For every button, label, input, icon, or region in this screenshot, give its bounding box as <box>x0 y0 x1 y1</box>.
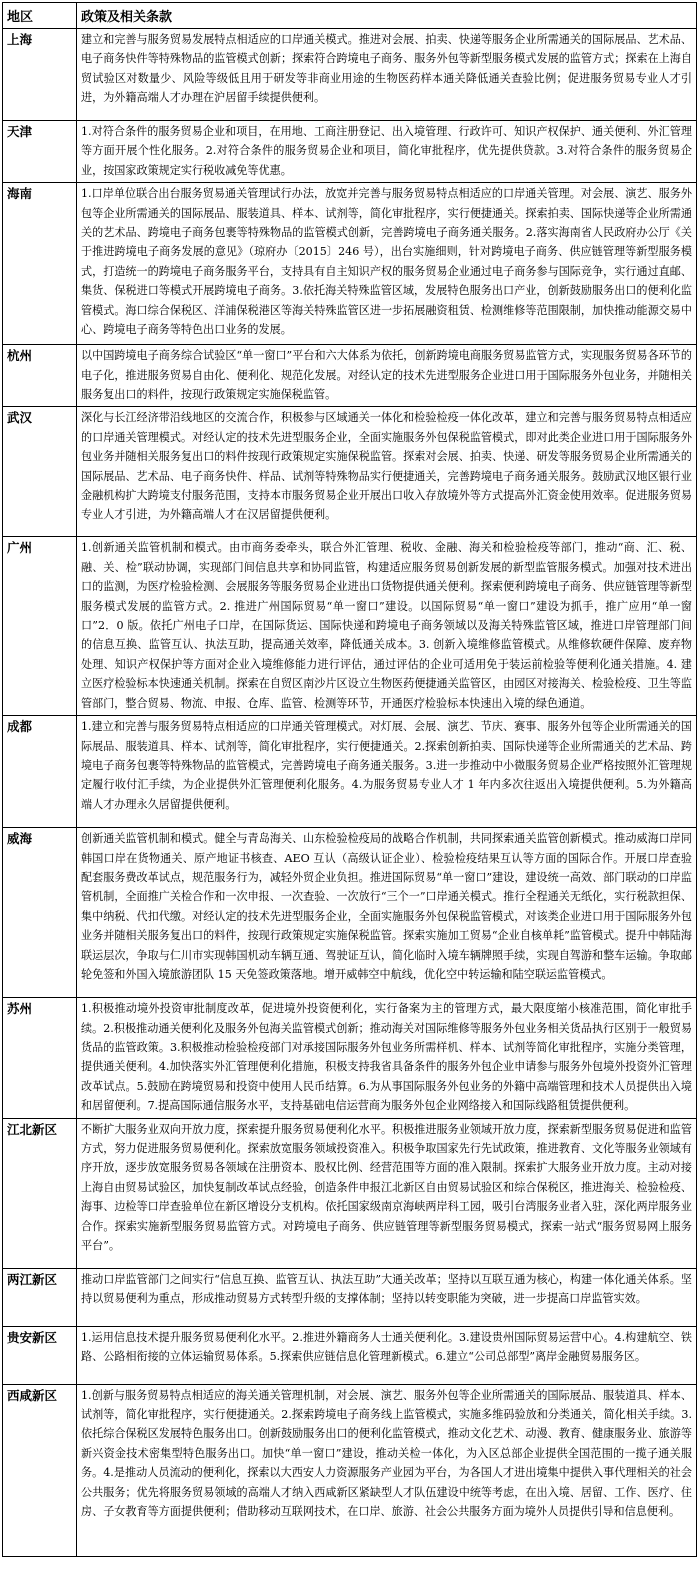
policy-cell: 1.创新与服务贸易特点相适应的海关通关管理机制，对会展、演艺、服务外包等企业所需通关的国际展品、服装道具、样本、试剂等，简化审批程序，实行便捷通关。2.探索跨境电子商务线上监管模式，实施多维码验放和分类通关，简化相关手续。3.依托综合保税区发展特色服务出口。创新鼓励服务出口的便利化监管模式，推动文化艺术、动漫、教育、健康服务业、旅游等新兴资金技术密集型特色服务出口。加快“单一窗口”建设，推动关检一体化，为入区总部企业提供全国范围的一揽子通关服务。4.是推动人员流动的便利化，探索以大西安人力资源服务产业园为平台，为各国人才进出境集中提供入事代理相关的社会公共服务；优先将服务贸易领域的高端人才纳入西咸新区紧缺型人才队伍建设中统等考虑，在出入境、居留、工作、医疗、住房、子女教育等方面提供便利；借助移动互联网技术，在口岸、旅游、社会公共服务方面为境外人员提供引导和信息便利。 <box>77 1384 697 1556</box>
policy-document <box>2 2 696 1557</box>
policy-cell: 深化与长江经济带沿线地区的交流合作，积极参与区域通关一体化和检验检疫一体化改革，建立和完善与服务贸易特点相适应的口岸通关管理模式。对经认定的技术先进型服务企业，全面实施服务外包保税监管模式，即对此类企业进口用于国际服务外包业务并随相关服务复出口的料件按现行政策规定实施保税监管。探索对会展、拍卖、快递、研发等服务贸易企业所需通关的国际展品、艺术品、电子商务快件、样品、试剂等特殊物品实行便捷通关，完善跨境电子商务通关服务。鼓励武汉地区银行业金融机构扩大跨境支付服务范围，支持本市服务贸易企业开展出口收入存放境外等方式提高外汇资金使用效率。促进服务贸易专业人才引进，为外籍高端人才在汉居留提供便利。 <box>77 407 697 537</box>
table-row <box>3 828 697 998</box>
region-cell: 上海 <box>3 29 77 121</box>
policy-cell: 1.对符合条件的服务贸易企业和项目，在用地、工商注册登记、出入境管理、行政许可、知识产权保护、通关便利、外汇管理等方面开展个性化服务。2.对符合条件的服务贸易企业和项目，简化审批程序，优先提供贷款。3.对符合条件的服务贸易企业，按国家政策规定实行税收减免等优惠。 <box>77 121 697 183</box>
table-row <box>3 1268 697 1326</box>
table-row <box>3 998 697 1118</box>
policy-cell: 1.积极推动境外投资审批制度改革，促进境外投资便利化，实行备案为主的管理方式，最大限度缩小核准范围，简化审批手续。2.积极推动通关便利化及服务外包海关监管模式创新；推动海关对国际维修等服务外包业务相关货品执行区别于一般贸易货品的监管政策。3.积极推动检验检疫部门对承接国际服务外包业务所需样机、样本、试剂等简化审批程序，实施分类管理，提供通关便利。4.加快落实外汇管理便利化措施，积极支持我省具备条件的服务外包企业申请参与服务外包境外投资外汇管理改革试点。5.鼓励在跨境贸易和投资中使用人民币结算。6.为从事国际服务外包业务的外籍中高端管理和技术人员提供出入境和居留便利。7.提高国际通信服务水平，支持基础电信运营商为服务外包企业网络接入和国际线路租赁提供便利。 <box>77 998 697 1118</box>
region-cell: 江北新区 <box>3 1118 77 1268</box>
policy-cell: 推动口岸监管部门之间实行“信息互换、监管互认、执法互助”大通关改革；坚持以互联互通为核心，构建一体化通关体系。坚持以贸易便利为重点，形成推动贸易方式转型升级的支撑体制；坚持以转变职能为突破，进一步提高口岸监管实效。 <box>77 1268 697 1326</box>
table-header-row <box>3 3 697 29</box>
policy-cell: 1.口岸单位联合出台服务贸易通关管理试行办法，放宽并完善与服务贸易特点相适应的口岸通关管理。对会展、演艺、服务外包等企业所需通关的国际展品、服装道具、样本、试剂等，简化审批程序，实行便捷通关。探索拍卖、国际快递等企业所需通关的艺术品、跨境电子商务包裹等特殊物品的监管模式创新，完善跨境电子商务通关服务。2.落实海南省人民政府办公厅《关于推进跨境电子商务发展的意见》（琼府办〔2015〕246 号），出台实施细则，针对跨境电子商务、供应链管理等新型服务模式，打造统一的跨境电子商务服务平台，支持具有自主知识产权的服务贸易企业通过电子商务参与国际竞争，实行通过直邮、集货、保税进口等模式开展跨境电子商务。3.依托海关特殊监管区域，发展特色服务出口产业，创新鼓励服务出口的便利化监管模式。海口综合保税区、洋浦保税港区等海关特殊监管区进一步拓展融资租赁、检测维修等范围限制，加快推动能源交易中心、跨境电子商务等特色出口业务的发展。 <box>77 183 697 345</box>
region-cell: 武汉 <box>3 407 77 537</box>
table-row <box>3 407 697 537</box>
policy-cell: 1.创新通关监管机制和模式。由市商务委牵头，联合外汇管理、税收、金融、海关和检验检疫等部门，推动“商、汇、税、融、关、检”联动协调，实现部门间信息共享和协同监管，构建适应服务贸易创新发展的新型监管服务模式。加强对技术进出口的监测，为医疗检验检测、会展服务等服务贸易企业进出口货物提供通关便利。探索便利跨境电子商务、供应链管理等新型服务模式发展的监管方式。2. 推进广州国际贸易“单一窗口”建设。以国际贸易“单一窗口”建设为抓手，推广应用“单一窗口”2．0 版。依托广州电子口岸，在国际货运、国际快递和跨境电子商务领域以及海关特殊监管区域，推进口岸管理部门间的信息互换、监管互认、执法互助，提高通关效率，降低通关成本。3. 创新入境维修监管模式。从维修软硬件保障、废弃物处理、知识产权保护等方面对企业入境维修能力进行评估，通过评估的企业可适用免于装运前检验等便利化通关措施。4. 建立医疗检验标本快速通关机制。探索在自贸区南沙片区设立生物医药便捷通关监管区，由园区对接海关、检验检疫、卫生等监管部门，整合贸易、物流、申报、仓库、监管、检测等环节，开通医疗检验标本快速出入境的绿色通道。 <box>77 537 697 716</box>
policy-cell: 以中国跨境电子商务综合试验区“单一窗口”平台和六大体系为依托，创新跨境电商服务贸易监管方式，实现服务贸易各环节的电子化，推进服务贸易自由化、便利化、规范化发展。对经认定的技术先进型服务企业进口用于国际服务外包业务，并随相关服务复出口的料件，按现行政策规定实施保税监管。 <box>77 345 697 407</box>
region-cell: 天津 <box>3 121 77 183</box>
policy-cell: 1.运用信息技术提升服务贸易便利化水平。2.推进外籍商务人士通关便利化。3.建设贵州国际贸易运营中心。4.构建航空、铁路、公路相衔接的立体运输贸易体系。5.探索供应链信息化管理新模式。6.建立“公司总部型”离岸金融贸易服务区。 <box>77 1326 697 1384</box>
table-row <box>3 716 697 828</box>
policy-cell: 建立和完善与服务贸易发展特点相适应的口岸通关模式。推进对会展、拍卖、快递等服务企业所需通关的国际展品、艺术品、电子商务快件等特殊物品的监管模式创新；探索符合跨境电子商务、服务外包等新型服务模式发展的监管方式；探索在上海自贸试验区对数量少、风险等级低且用于研发等非商业用途的生物医药样本通关降低通关查验比例；促进服务贸易专业人才引进，为外籍高端人才办理在沪居留手续提供便利。 <box>77 29 697 121</box>
region-cell: 成都 <box>3 716 77 828</box>
table-row <box>3 1384 697 1556</box>
region-cell: 海南 <box>3 183 77 345</box>
table-row <box>3 537 697 716</box>
policy-cell: 1.建立和完善与服务贸易特点相适应的口岸通关管理模式。对灯展、会展、演艺、节庆、赛事、服务外包等企业所需通关的国际展品、服装道具、样本、试剂等，简化审批程序，实行便捷通关。2.探索创新拍卖、国际快递等企业所需通关的艺术品、跨境电子商务包裹等特殊物品的监管模式，完善跨境电子商务通关服务。3.进一步推动中小微服务贸易企业严格按照外汇管理规定履行收付汇手续，为企业提供外汇管理便利化服务。4.为服务贸易专业人才 1 年内多次往返出入境提供便利。5.为外籍高端人才办理永久居留提供便利。 <box>77 716 697 828</box>
table-row <box>3 1326 697 1384</box>
region-cell: 两江新区 <box>3 1268 77 1326</box>
region-cell: 西咸新区 <box>3 1384 77 1556</box>
table-row <box>3 345 697 407</box>
table-row <box>3 121 697 183</box>
region-column-header: 地区 <box>3 3 77 29</box>
policy-table <box>2 2 697 1557</box>
region-cell: 杭州 <box>3 345 77 407</box>
region-cell: 苏州 <box>3 998 77 1118</box>
table-row <box>3 29 697 121</box>
region-cell: 贵安新区 <box>3 1326 77 1384</box>
policy-cell: 创新通关监管机制和模式。健全与青岛海关、山东检验检疫局的战略合作机制，共同探索通关监管创新模式。推动威海口岸同韩国口岸在货物通关、原产地证书核查、AEO 互认（高级认证企业）、检验检疫结果互认等方面的国际合作。开展口岸查验配套服务费改革试点，规范服务行为，减轻外贸企业负担。推进国际贸易“单一窗口”建设，建设统一高效、部门联动的口岸监管机制，全面推广关检合作和一次申报、一次查验、一次放行“三个一”口岸通关模式。推行全程通关无纸化，实行税款担保、集中纳税、代扣代缴。对经认定的技术先进型服务企业，全面实施服务外包保税监管模式，对该类企业进口用于国际服务外包业务并随相关服务复出口的料件，按现行政策规定实施保税监管。探索实施加工贸易“企业自核单耗”监管模式。提升中韩陆海联运层次，争取与仁川市实现韩国机动车辆互通、驾驶证互认，简化临时入境车辆牌照手续，实现自驾游和整车运输。争取邮轮免签和外国入境旅游团队 15 天免签政策落地。增开威韩空中航线，优化空中转运输和陆空联运监管模式。 <box>77 828 697 998</box>
policy-column-header: 政策及相关条款 <box>77 3 697 29</box>
table-row <box>3 1118 697 1268</box>
table-row <box>3 183 697 345</box>
policy-cell: 不断扩大服务业双向开放力度，探索提升服务贸易便利化水平。积极推进服务业领域开放力度，探索新型服务贸易促进和监管方式，努力促进服务贸易便利化。探索放宽服务领域投资准入。积极争取国家先行先试政策，推进教育、文化等服务业领域有序开放，逐步放宽服务贸易各领域在注册资本、股权比例、经营范围等方面的准入限制。探索扩大服务业开放力度。主动对接上海自由贸易试验区，加快复制改革试点经验，创造条件申报江北新区自由贸易试验区和综合保税区，推进海关、检验检疫、海事、边检等口岸查验单位在新区增设分支机构。依托国家级南京海峡两岸科工园，吸引台湾服务业者入驻，深化两岸服务业合作。探索实施新型服务贸易监管方式。对跨境电子商务、供应链管理等新型服务贸易模式，探索一站式“服务贸易网上服务平台”。 <box>77 1118 697 1268</box>
region-cell: 广州 <box>3 537 77 716</box>
region-cell: 威海 <box>3 828 77 998</box>
